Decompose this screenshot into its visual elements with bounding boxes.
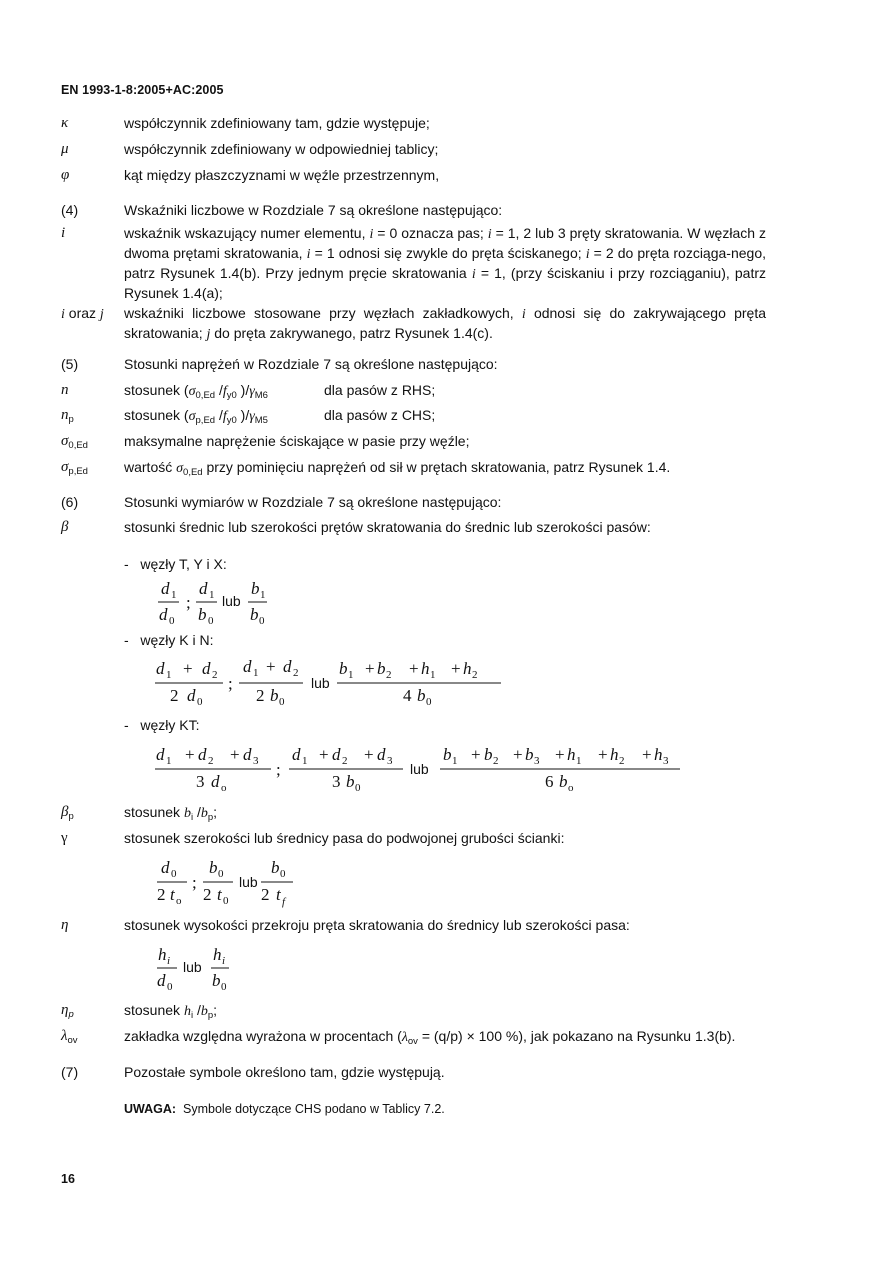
symbol: κ [61, 115, 69, 131]
symbol: n [61, 382, 69, 398]
symbol-description: współczynnik zdefiniowany tam, gdzie występuje; [124, 115, 430, 131]
document-header: EN 1993-1-8:2005+AC:2005 [61, 83, 224, 97]
svg-text:6: 6 [545, 772, 554, 791]
svg-text:+: + [185, 745, 195, 764]
svg-text:+: + [319, 745, 329, 764]
clause-number: (6) [61, 494, 79, 510]
clause-number: (5) [61, 356, 79, 372]
svg-text:2: 2 [157, 885, 166, 904]
svg-text:1: 1 [576, 755, 582, 767]
svg-text:0: 0 [221, 981, 227, 993]
symbol-description: stosunek szerokości lub średnicy pasa do podwojonej grubości ścianki: [124, 830, 565, 846]
symbol-description: stosunek $h_i$ $/b_p$; [124, 1002, 218, 1021]
svg-text:t: t [170, 885, 175, 904]
svg-text:h: h [421, 659, 430, 678]
symbol-description: stosunek ($\sigma_{0,Ed}$ $/f_{y0}$ )$/\gamma_{M6}$ dla pasów z RHS; [124, 382, 436, 401]
svg-text:0: 0 [197, 696, 203, 708]
svg-text:o: o [176, 895, 182, 907]
svg-text:1: 1 [260, 589, 266, 601]
svg-text:0: 0 [223, 895, 229, 907]
svg-text:t: t [217, 885, 222, 904]
lub-label: lub [311, 675, 330, 691]
symbol: $\eta_p$ [61, 1002, 74, 1020]
svg-text:d: d [199, 579, 208, 598]
lub-label: lub [222, 593, 241, 609]
svg-text:1: 1 [302, 755, 308, 767]
lub-label: lub [183, 959, 202, 975]
svg-text:2: 2 [386, 669, 392, 681]
symbol-description: kąt między płaszczyznami w węźle przestrzennym, [124, 167, 440, 183]
svg-text:3: 3 [387, 755, 393, 767]
svg-text:d: d [156, 659, 165, 678]
formula-eta [155, 940, 245, 999]
svg-text:1: 1 [171, 589, 177, 601]
svg-text:0: 0 [218, 868, 224, 880]
symbol: η [61, 917, 69, 933]
svg-text:+: + [451, 659, 461, 678]
svg-text:b: b [212, 971, 221, 990]
svg-text:d: d [159, 605, 168, 624]
svg-text:d: d [292, 745, 301, 764]
symbol-description: stosunek ($\sigma_{p,Ed}$ $/f_{y0}$ )$/\gamma_{M5}$ dla pasów z CHS; [124, 407, 436, 426]
symbol: $\sigma_{0,Ed}$ [61, 433, 88, 451]
svg-text:+: + [471, 745, 481, 764]
symbol: φ [61, 167, 70, 183]
svg-text:0: 0 [208, 615, 214, 627]
svg-text:;: ; [228, 674, 233, 693]
svg-text:d: d [332, 745, 341, 764]
svg-text:d: d [377, 745, 386, 764]
formula-beta-kt [153, 740, 693, 799]
svg-text:f: f [282, 896, 286, 908]
symbol-description: wartość $\sigma_{0,Ed}$ przy pominięciu naprężeń od sił w prętach skratowania, patrz Rysunek 1.4. [124, 459, 671, 478]
svg-text:+: + [365, 659, 375, 678]
svg-text:d: d [198, 745, 207, 764]
svg-text:b: b [271, 858, 280, 877]
symbol: $\lambda_{ov}$ [61, 1028, 78, 1046]
svg-text:d: d [243, 657, 252, 676]
svg-text:+: + [183, 659, 193, 678]
svg-text:0: 0 [426, 696, 432, 708]
svg-text:;: ; [276, 760, 281, 779]
svg-text:0: 0 [167, 981, 173, 993]
clause-text: Stosunki naprężeń w Rozdziale 7 są określone następująco: [124, 356, 498, 372]
symbol-description: zakładka względna wyrażona w procentach ($\lambda_{ov} = (q/p) \times 100$ %), jak pokazano na Rysunku 1.3(b). [124, 1028, 736, 1047]
svg-text:0: 0 [169, 615, 175, 627]
svg-text:1: 1 [209, 589, 215, 601]
svg-text:2: 2 [261, 885, 270, 904]
svg-text:h: h [213, 945, 222, 964]
svg-text:h: h [654, 745, 663, 764]
svg-text:3: 3 [253, 755, 259, 767]
svg-text:d: d [283, 657, 292, 676]
svg-text:b: b [270, 686, 279, 705]
svg-text:+: + [266, 657, 276, 676]
formula-beta-tyx [155, 576, 285, 631]
svg-text:3: 3 [534, 755, 540, 767]
svg-text:0: 0 [259, 615, 265, 627]
symbol: i [61, 225, 66, 241]
symbol: γ [61, 830, 68, 846]
symbol-description: współczynnik zdefiniowany w odpowiedniej tablicy; [124, 141, 439, 157]
svg-text:d: d [211, 772, 220, 791]
svg-text:d: d [156, 745, 165, 764]
svg-text:0: 0 [171, 868, 177, 880]
clause-text: Pozostałe symbole określono tam, gdzie występują. [124, 1064, 445, 1080]
lub-label: lub [239, 874, 258, 890]
svg-text:t: t [276, 885, 281, 904]
svg-text:b: b [250, 605, 259, 624]
svg-text:2: 2 [472, 669, 478, 681]
svg-text:b: b [559, 772, 568, 791]
bullet-kt: - węzły KT: [124, 717, 200, 733]
svg-text:b: b [251, 579, 260, 598]
page-number: 16 [61, 1172, 75, 1186]
svg-text:b: b [417, 686, 426, 705]
formula-beta-kn [153, 654, 513, 713]
svg-text:2: 2 [203, 885, 212, 904]
svg-text:3: 3 [196, 772, 205, 791]
svg-text:4: 4 [403, 686, 412, 705]
bullet-t-y-x: - węzły T, Y i X: [124, 556, 227, 572]
symbol-description: stosunki średnic lub szerokości prętów skratowania do średnic lub szerokości pasów: [124, 519, 651, 535]
svg-text:1: 1 [452, 755, 458, 767]
svg-text:+: + [642, 745, 652, 764]
svg-text:1: 1 [253, 667, 259, 679]
clause-text: Stosunki wymiarów w Rozdziale 7 są określone następująco: [124, 494, 502, 510]
svg-text:3: 3 [332, 772, 341, 791]
svg-text:0: 0 [279, 696, 285, 708]
svg-text:2: 2 [493, 755, 499, 767]
svg-text:o: o [221, 782, 227, 794]
svg-text:;: ; [192, 873, 197, 892]
formula-gamma [155, 853, 305, 912]
svg-text:1: 1 [430, 669, 436, 681]
svg-text:+: + [364, 745, 374, 764]
svg-text:+: + [513, 745, 523, 764]
note-text: Symbole dotyczące CHS podano w Tablicy 7.2. [183, 1102, 445, 1116]
svg-text:d: d [202, 659, 211, 678]
note [124, 1102, 445, 1116]
svg-text:o: o [568, 782, 574, 794]
svg-text:+: + [409, 659, 419, 678]
svg-text:b: b [339, 659, 348, 678]
svg-text:d: d [243, 745, 252, 764]
svg-text:2: 2 [293, 667, 299, 679]
symbol: μ [61, 141, 69, 157]
symbol-description: stosunek wysokości przekroju pręta skratowania do średnicy lub szerokości pasa: [124, 917, 630, 933]
svg-text:d: d [161, 579, 170, 598]
svg-text:2: 2 [170, 686, 179, 705]
symbol: $\sigma_{p,Ed}$ [61, 459, 88, 477]
svg-text:d: d [161, 858, 170, 877]
svg-text:1: 1 [166, 669, 172, 681]
clause-number: (4) [61, 202, 79, 218]
symbol: $n_p$ [61, 407, 74, 425]
svg-text:d: d [187, 686, 196, 705]
svg-text:1: 1 [348, 669, 354, 681]
svg-text:1: 1 [166, 755, 172, 767]
clause-text: Wskaźniki liczbowe w Rozdziale 7 są określone następująco: [124, 202, 503, 218]
svg-text:0: 0 [355, 782, 361, 794]
svg-text:h: h [463, 659, 472, 678]
svg-text:2: 2 [212, 669, 218, 681]
svg-text:b: b [346, 772, 355, 791]
symbol-description: stosunek $b_i$ $/b_p$; [124, 804, 218, 823]
symbol: β [61, 519, 69, 535]
svg-text:b: b [525, 745, 534, 764]
symbol-description: maksymalne naprężenie ściskające w pasie przy węźle; [124, 433, 470, 449]
svg-text:2: 2 [208, 755, 214, 767]
svg-text:b: b [443, 745, 452, 764]
svg-text:+: + [230, 745, 240, 764]
symbol: $\beta_p$ [61, 804, 74, 822]
note-label: UWAGA: [124, 1102, 177, 1116]
symbol-description: wskaźniki liczbowe stosowane przy węzłach zakładkowych, i odnosi się do zakrywającego pręta skratowania; j do pręta zakrywanego, patrz Rysunek 1.4(c). [124, 305, 766, 342]
svg-text:h: h [567, 745, 576, 764]
svg-text:h: h [158, 945, 167, 964]
svg-text:b: b [209, 858, 218, 877]
svg-text:2: 2 [619, 755, 625, 767]
svg-text:+: + [598, 745, 608, 764]
svg-text:b: b [377, 659, 386, 678]
bullet-k-n: - węzły K i N: [124, 632, 214, 648]
svg-text:0: 0 [280, 868, 286, 880]
svg-text:2: 2 [342, 755, 348, 767]
clause-number: (7) [61, 1064, 79, 1080]
svg-text:b: b [198, 605, 207, 624]
svg-text:+: + [555, 745, 565, 764]
svg-text:h: h [610, 745, 619, 764]
symbol-description: wskaźnik wskazujący numer elementu, i = 0 oznacza pas; i = 1, 2 lub 3 pręty skratowania. W węzłach z dwoma prętami skratowania, i = 1 odnosi się zwykle do pręta ściskanego; i = 2 do pręta rozciąga-nego, patrz Rysunek 1.4(b). Przy jednym pręcie skratowania i = 1, (przy ściskaniu i przy rozciąganiu), patrz Rysunek 1.4(a); [124, 225, 767, 301]
symbol: i oraz j [61, 305, 104, 322]
svg-text:2: 2 [256, 686, 265, 705]
svg-text:i: i [167, 955, 171, 967]
svg-text:3: 3 [663, 755, 669, 767]
svg-text:b: b [484, 745, 493, 764]
svg-text:d: d [157, 971, 166, 990]
lub-label: lub [410, 761, 429, 777]
svg-text:i: i [222, 955, 226, 967]
svg-text:;: ; [186, 593, 191, 612]
